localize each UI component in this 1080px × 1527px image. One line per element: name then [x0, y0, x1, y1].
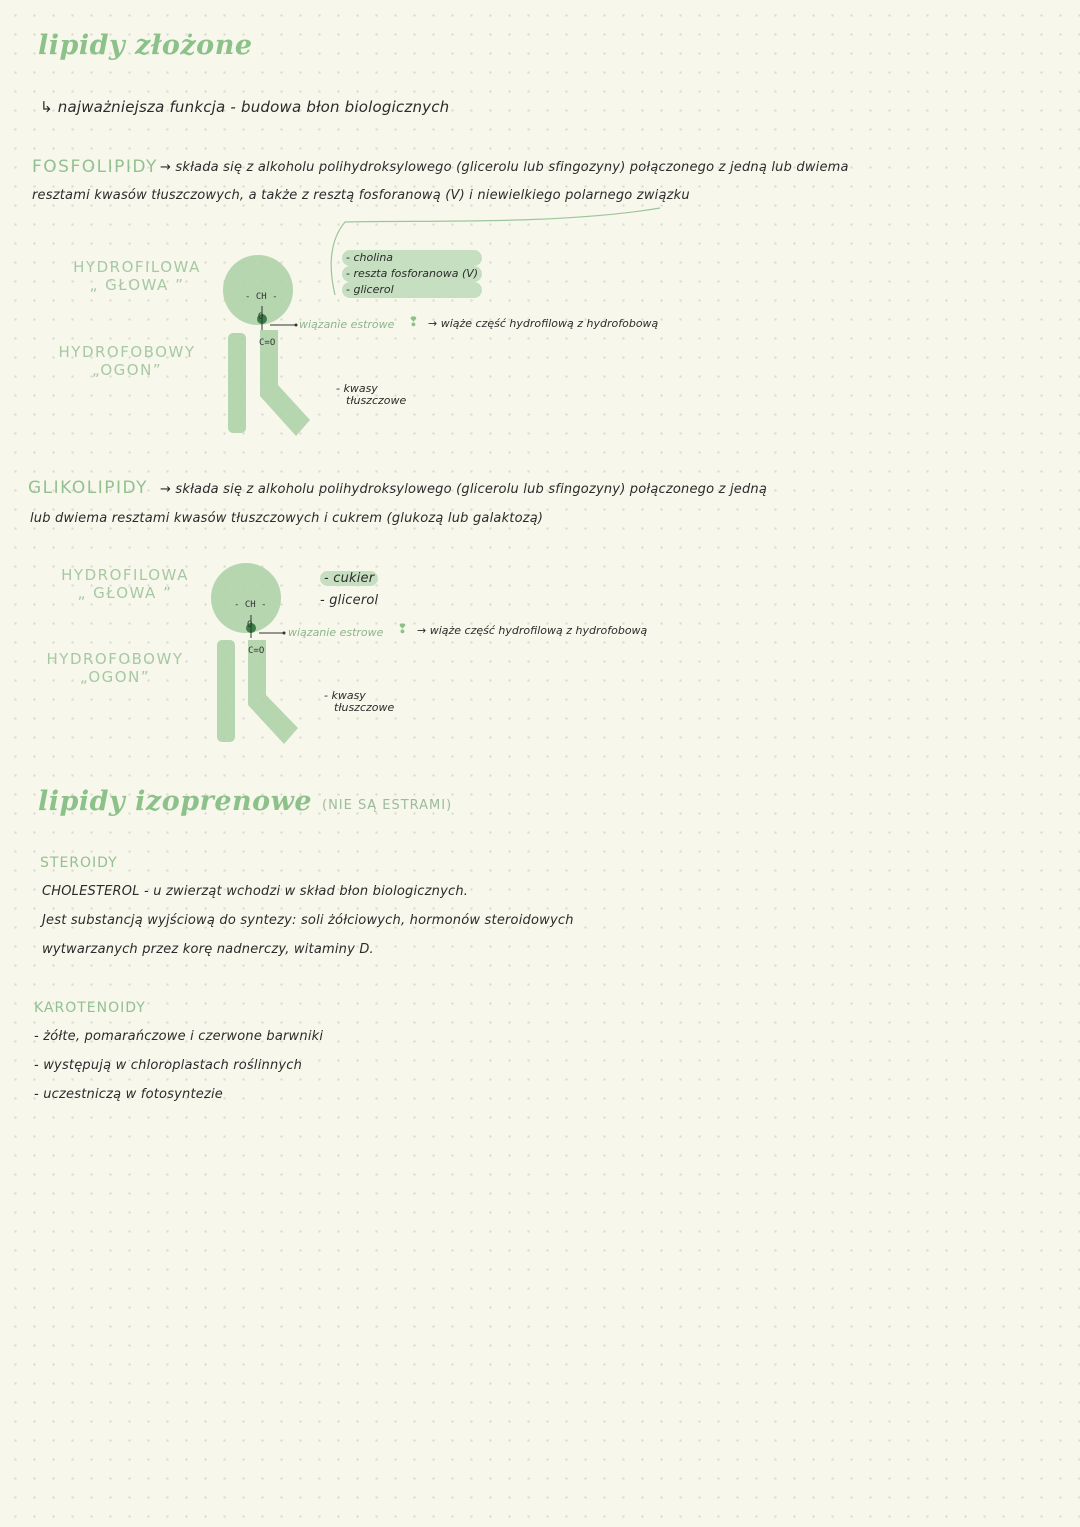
fatty-acids-line-2: tłuszczowe	[334, 701, 395, 714]
section-title-complex-lipids: lipidy złożone	[38, 30, 253, 61]
chem-o: O	[258, 312, 264, 322]
head-label-line-2: „ GŁOWA ”	[77, 584, 173, 602]
tail-label-line-2: „OGON”	[79, 668, 151, 686]
ester-bond-label: wiązanie estrowe	[288, 626, 384, 639]
phospholipids-heading: FOSFOLIPIDY	[32, 157, 158, 177]
chem-ch: - CH -	[234, 600, 267, 610]
steroids-line-1: CHOLESTEROL - u zwierząt wchodzi w skład błon biologicznych.	[42, 884, 469, 899]
carotenoids-item-2: - występują w chloroplastach roślinnych	[34, 1058, 303, 1073]
steroids-heading: STEROIDY	[40, 855, 118, 871]
phospholipids-line-1: → składa się z alkoholu polihydroksylowego (glicerolu lub sfingozyny) połączonego z jedną lub dwiema	[160, 160, 849, 175]
exclamation-icon: ❢	[408, 315, 419, 330]
chem-co: C=O	[259, 338, 276, 348]
isoprene-note: (NIE SĄ ESTRAMI)	[322, 798, 453, 813]
head-item-glycerol: - glicerol	[342, 282, 482, 298]
carotenoids-item-3: - uczestniczą w fotosyntezie	[34, 1087, 224, 1102]
chem-ch: - CH -	[245, 292, 278, 302]
tail-label-line-1: HYDROFOBOWY	[46, 650, 184, 668]
tail-label-line-2: „OGON”	[91, 361, 163, 379]
exclamation-icon: ❢	[397, 622, 408, 637]
carotenoids-heading: KAROTENOIDY	[34, 1000, 146, 1016]
main-function-note: ↳ najważniejsza funkcja - budowa błon biologicznych	[40, 98, 450, 116]
fatty-acids-line-1: - kwasy	[324, 689, 366, 702]
glycolipids-line-1: → składa się z alkoholu polihydroksylowego (glicerolu lub sfingozyny) połączonego z jedną	[160, 482, 768, 497]
glycolipids-heading: GLIKOLIPIDY	[28, 478, 149, 498]
glycolipid-head-items	[320, 568, 378, 612]
fatty-acids-line-1: - kwasy	[336, 382, 378, 395]
section-title-isoprene-lipids: lipidy izoprenowe	[38, 786, 313, 817]
steroids-line-2: Jest substancją wyjściową do syntezy: soli żółciowych, hormonów steroidowych	[42, 913, 574, 928]
carotenoids-item-1: - żółte, pomarańczowe i czerwone barwniki	[34, 1029, 324, 1044]
head-label-line-1: HYDROFILOWA	[61, 566, 189, 584]
ester-bond-description: → wiąże część hydrofilową z hydrofobową	[428, 317, 659, 330]
phospholipids-line-2: resztami kwasów tłuszczowych, a także z resztą fosforanową (V) i niewielkiego polarnego związku	[32, 188, 690, 203]
ester-bond-label: wiązanie estrowe	[299, 318, 395, 331]
tail-label-line-1: HYDROFOBOWY	[58, 343, 196, 361]
head-label-line-2: „ GŁOWA ”	[89, 276, 185, 294]
head-item-sugar: - cukier	[320, 571, 378, 586]
fatty-acids-label	[324, 690, 394, 714]
steroids-line-3: wytwarzanych przez korę nadnerczy, witaminy D.	[42, 942, 374, 957]
chem-o: O	[247, 620, 253, 630]
ester-bond-description: → wiąże część hydrofilową z hydrofobową	[417, 624, 648, 637]
fatty-acids-line-2: tłuszczowe	[346, 394, 407, 407]
head-item-phosphate: - reszta fosforanowa (V)	[342, 266, 482, 282]
head-label-line-1: HYDROFILOWA	[73, 258, 201, 276]
chem-co: C=O	[248, 646, 265, 656]
head-item-glycerol: - glicerol	[320, 593, 379, 608]
glycolipids-line-2: lub dwiema resztami kwasów tłuszczowych i cukrem (glukozą lub galaktozą)	[30, 511, 544, 526]
head-item-choline: - cholina	[342, 250, 482, 266]
